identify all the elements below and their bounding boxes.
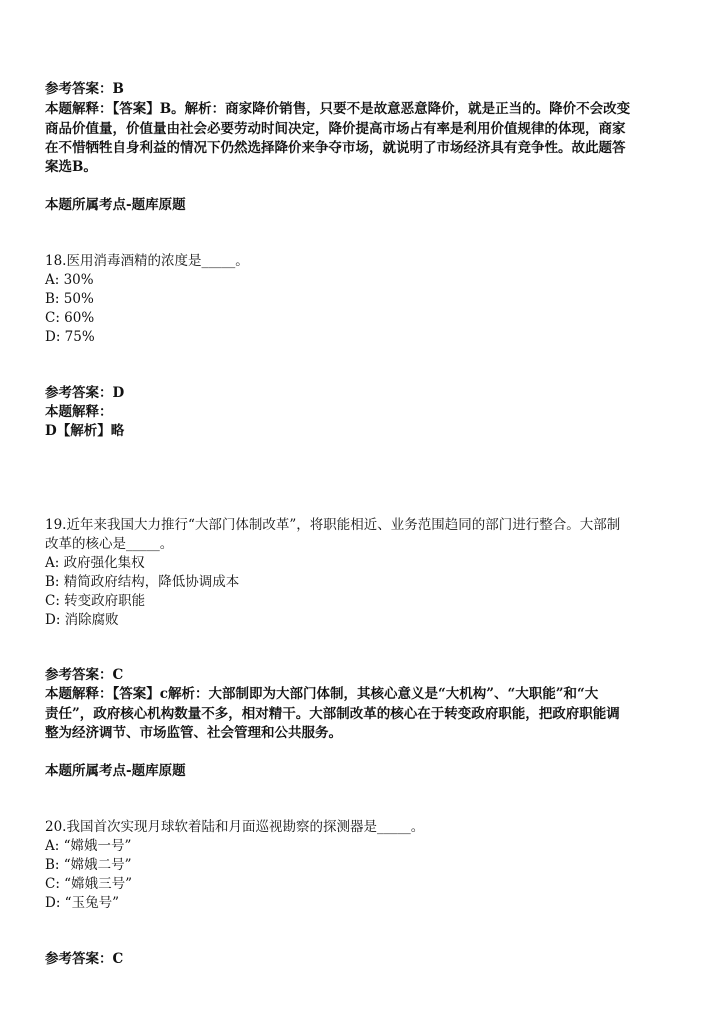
q17-explanation-line-1: 本题解释：【答案】B。解析：商家降价销售，只要不是故意恶意降价，就是正当的。降价不会改变 [45,101,631,117]
q19-explanation-line-1: 本题解释：【答案】c解析：大部制即为大部门体制，其核心意义是“大机构”、“大职能”和“大 [45,686,599,702]
q17-explanation-line-3: 在不惜牺牲自身利益的情况下仍然选择降价来争夺市场，就说明了市场经济具有竞争性。故此题答 [45,140,626,156]
q19-option-a: A: 政府强化集权 [45,555,145,571]
q18-answer: 参考答案：D [45,385,125,401]
q19-source: 本题所属考点-题库原题 [45,763,186,779]
q19-question-line-2: 改革的核心是_____。 [45,536,174,552]
q19-answer: 参考答案：C [45,667,124,683]
q20-option-d: D: “玉兔号” [45,895,119,911]
q19-option-d: D: 消除腐败 [45,612,119,628]
q18-option-b: B: 50% [45,291,94,307]
q20-answer: 参考答案：C [45,951,124,967]
q19-option-b: B: 精简政府结构，降低协调成本 [45,574,240,590]
q18-option-c: C: 60% [45,310,95,326]
q20-option-c: C: “嫦娥三号” [45,876,132,892]
q18-explanation-body: D【解析】略 [45,423,125,439]
q20-option-a: A: “嫦娥一号” [45,838,132,854]
q20-option-b: B: “嫦娥二号” [45,857,132,873]
q18-question: 18.医用消毒酒精的浓度是_____。 [45,253,249,269]
q17-explanation-line-2: 商品价值量，价值量由社会必要劳动时间决定，降价提高市场占有率是利用价值规律的体现，商家 [45,121,626,137]
q19-explanation-line-2: 责任”，政府核心机构数量不多，相对精干。大部制改革的核心在于转变政府职能，把政府职能调 [45,706,620,722]
q17-answer: 参考答案：B [45,81,124,97]
q17-source: 本题所属考点-题库原题 [45,197,186,213]
q18-explanation-label: 本题解释： [45,404,113,420]
q17-explanation-line-4: 案选B。 [45,159,97,175]
q18-option-d: D: 75% [45,329,95,345]
q18-option-a: A: 30% [45,272,94,288]
q19-explanation-line-3: 整为经济调节、市场监管、社会管理和公共服务。 [45,725,342,741]
q20-question: 20.我国首次实现月球软着陆和月面巡视勘察的探测器是_____。 [45,819,425,835]
q19-question-line-1: 19.近年来我国大力推行“大部门体制改革”，将职能相近、业务范围趋同的部门进行整合。大部制 [45,517,621,533]
q19-option-c: C: 转变政府职能 [45,593,146,609]
